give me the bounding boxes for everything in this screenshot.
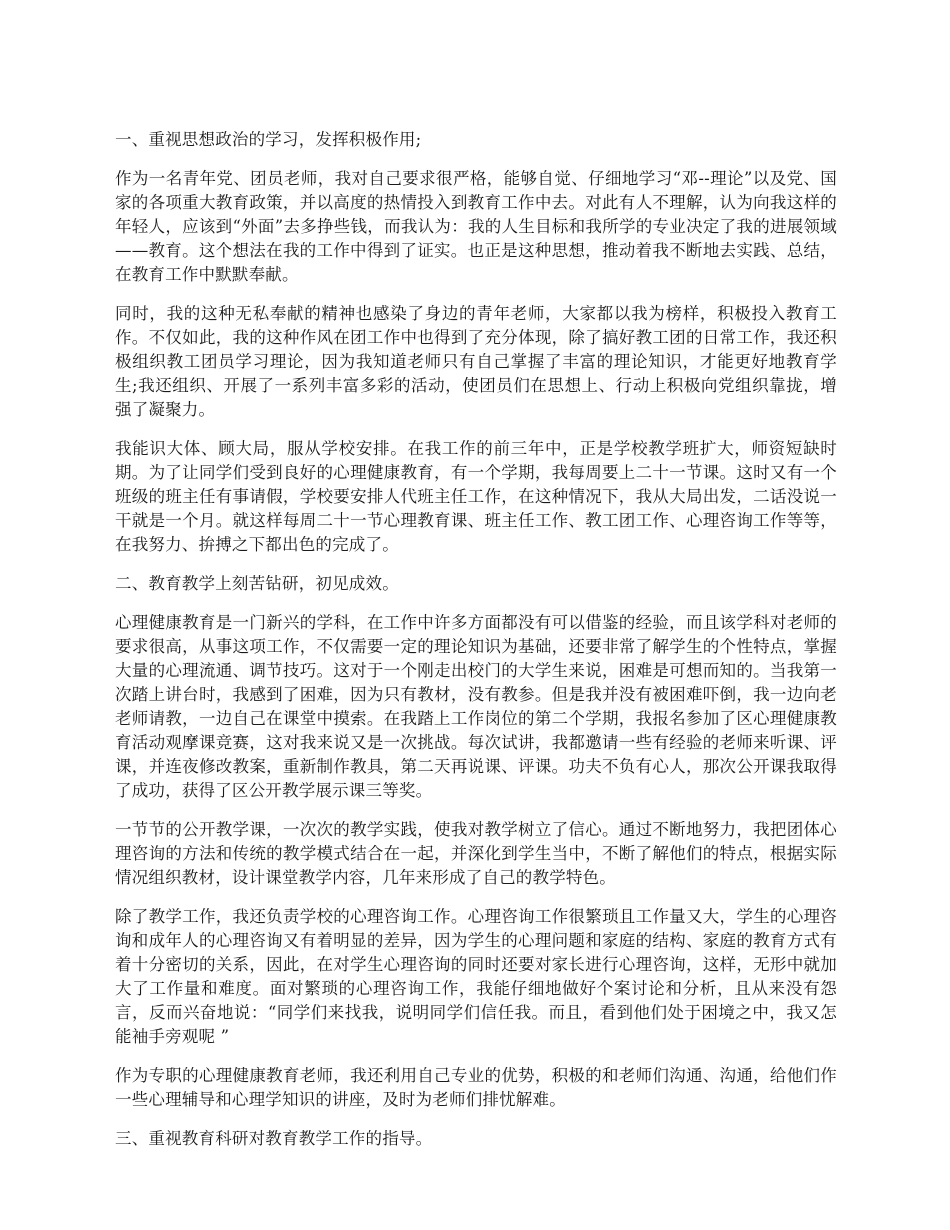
section-heading-2: 二、教育教学上刻苦钻研，初见成效。 <box>115 574 399 593</box>
paragraph-2: 同时，我的这种无私奉献的精神也感染了身边的青年老师，大家都以我为榜样，积极投入教育工作。不仅如此，我的这种作风在团工作中也得到了充分体现，除了搞好教工团的日常工作，我还积极组织教工团员学习理论，因为我知道老师只有自己掌握了丰富的理论知识，才能更好地教育学生;我还组织、开展了一系列丰富多彩的活动，使团员们在思想上、行动上积极向党组织靠拢，增强了凝聚力。 <box>115 304 837 419</box>
section-heading-1: 一、重视思想政治的学习，发挥积极作用; <box>115 130 422 149</box>
paragraph-1: 作为一名青年党、团员老师，我对自己要求很严格，能够自觉、仔细地学习“邓--理论”以及党、国家的各项重大教育政策，并以高度的热情投入到教育工作中去。对此有人不理解，认为向我这样的年轻人，应该到“外面”去多挣些钱，而我认为：我的人生目标和我所学的专业决定了我的进展领域——教育。这个想法在我的工作中得到了证实。也正是这种思想，推动着我不断地去实践、总结，在教育工作中默默奉献。 <box>115 169 837 284</box>
paragraph-4: 心理健康教育是一门新兴的学科，在工作中许多方面都没有可以借鉴的经验，而且该学科对老师的要求很高，从事这项工作，不仅需要一定的理论知识为基础，还要非常了解学生的个性特点，掌握大量的心理流通、调节技巧。这对于一个刚走出校门的大学生来说，困难是可想而知的。当我第一次踏上讲台时，我感到了困难，因为只有教材，没有教参。但是我并没有被困难吓倒，我一边向老老师请教，一边自己在课堂中摸索。在我踏上工作岗位的第二个学期，我报名参加了区心理健康教育活动观摩课竞赛，这对我来说又是一次挑战。每次试讲，我都邀请一些有经验的老师来听课、评课，并连夜修改教案，重新制作教具，第二天再说课、评课。功夫不负有心人，那次公开课我取得了成功，获得了区公开教学展示课三等奖。 <box>115 613 837 800</box>
paragraph-6: 除了教学工作，我还负责学校的心理咨询工作。心理咨询工作很繁琐且工作量又大，学生的心理咨询和成年人的心理咨询又有着明显的差异，因为学生的心理问题和家庭的结构、家庭的教育方式有着十分密切的关系，因此，在对学生心理咨询的同时还要对家长进行心理咨询，这样，无形中就加大了工作量和难度。面对繁琐的心理咨询工作，我能仔细地做好个案讨论和分析，且从来没有怨言，反而兴奋地说：“同学们来找我，说明同学们信任我。而且，看到他们处于困境之中，我又怎能袖手旁观呢 ” <box>115 907 837 1046</box>
document-body <box>115 128 837 1166</box>
paragraph-7: 作为专职的心理健康教育老师，我还利用自己专业的优势，积极的和老师们沟通、沟通，给他们作一些心理辅导和心理学知识的讲座，及时为老师们排忧解难。 <box>115 1066 837 1109</box>
section-heading-3: 三、重视教育科研对教育教学工作的指导。 <box>115 1129 433 1148</box>
paragraph-3: 我能识大体、顾大局，服从学校安排。在我工作的前三年中，正是学校教学班扩大，师资短缺时期。为了让同学们受到良好的心理健康教育，有一个学期，我每周要上二十一节课。这时又有一个班级的班主任有事请假，学校要安排人代班主任工作，在这种情况下，我从大局出发，二话没说一干就是一个月。就这样每周二十一节心理教育课、班主任工作、教工团工作、心理咨询工作等等，在我努力、拚搏之下都出色的完成了。 <box>115 439 837 554</box>
paragraph-5: 一节节的公开教学课，一次次的教学实践，使我对教学树立了信心。通过不断地努力，我把团体心理咨询的方法和传统的教学模式结合在一起，并深化到学生当中，不断了解他们的特点，根据实际情况组织教材，设计课堂教学内容，几年来形成了自己的教学特色。 <box>115 820 837 887</box>
